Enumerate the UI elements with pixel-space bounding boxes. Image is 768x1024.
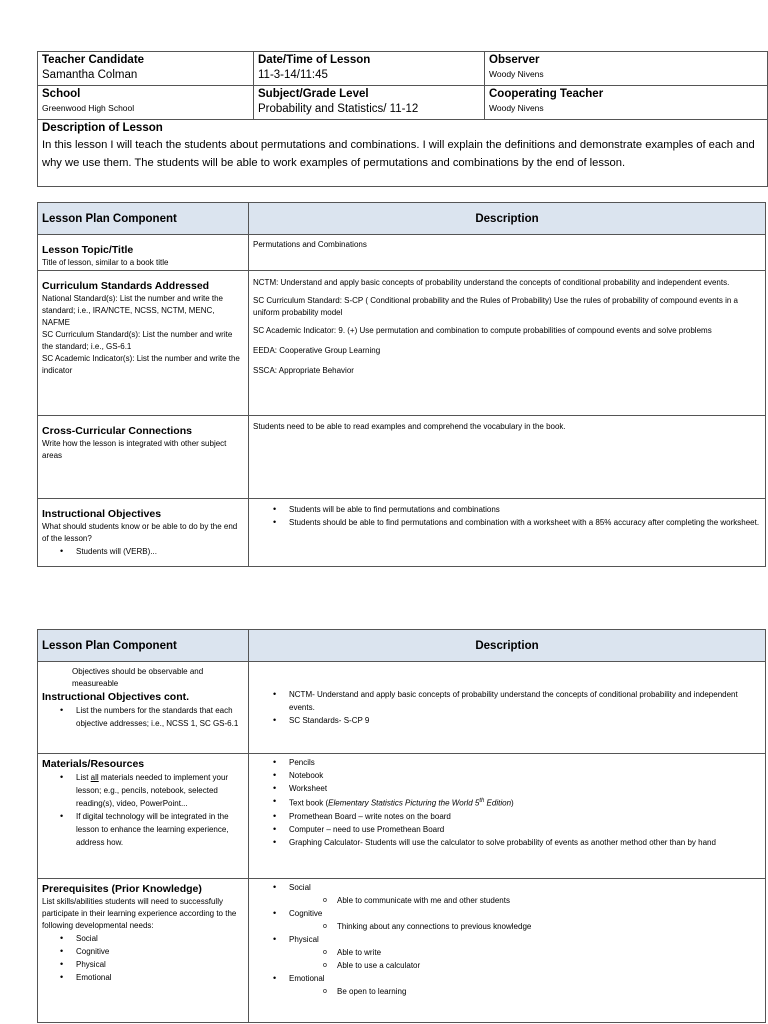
list-item: • Cognitive [42, 945, 244, 958]
topic-cell [38, 235, 249, 271]
eeda-standard: EEDA: Cooperative Group Learning [253, 346, 381, 355]
prerequisites-title: Prerequisites (Prior Knowledge) [42, 883, 202, 895]
list-item: o Able to write [289, 946, 761, 959]
cross-curricular-subtitle: Write how the lesson is integrated with other subject areas [42, 439, 227, 460]
materials-description-cell [249, 754, 766, 879]
list-item: • Text book (Elementary Statistics Picturing the World 5th Edition) [253, 795, 761, 810]
sc-academic-indicator: SC Academic Indicator: 9. (+) Use permutation and combination to compute probabilities of compound events and solve problems [253, 326, 712, 335]
observer-label: Observer [489, 54, 540, 66]
list-item: • NCTM- Understand and apply basic concepts of probability understand the concepts of conditional probability and independent events. [253, 688, 761, 714]
list-item: • SC Standards- S-CP 9 [253, 714, 761, 727]
lesson-description-cell [38, 120, 768, 187]
school-cell [38, 86, 254, 120]
table-row [38, 271, 766, 416]
subject-grade-label: Subject/Grade Level [258, 88, 369, 100]
list-item: o Able to communicate with me and other students [289, 894, 761, 907]
list-item: • Cognitive o Thinking about any connections to previous knowledge [253, 907, 761, 933]
cooperating-teacher-label: Cooperating Teacher [489, 88, 604, 100]
date-time-label: Date/Time of Lesson [258, 54, 371, 66]
objectives-observable-note: Objectives should be observable and measureable [72, 667, 204, 688]
objectives-subtitle: What should students know or be able to do by the end of the lesson? [42, 522, 238, 543]
table-row [38, 235, 766, 271]
cross-curricular-cell [38, 416, 249, 499]
component-header: Lesson Plan Component [38, 203, 249, 235]
list-item: • Promethean Board – write notes on the board [253, 810, 761, 823]
standards-cell [38, 271, 249, 416]
list-item: • Students will be able to find permutations and combinations [253, 503, 761, 516]
list-item: • Social [42, 932, 244, 945]
table-row [38, 754, 766, 879]
lesson-plan-table-2 [37, 629, 766, 1023]
ssca-standard: SSCA: Appropriate Behavior [253, 366, 354, 375]
list-item: • Students will (VERB)... [42, 545, 244, 558]
cross-curricular-description-cell [249, 416, 766, 499]
list-item: • Social o Able to communicate with me and other students [253, 881, 761, 907]
list-item: • Worksheet [253, 782, 761, 795]
standards-description-cell [249, 271, 766, 416]
school-label: School [42, 88, 81, 100]
lesson-info-table [37, 51, 768, 187]
cooperating-teacher-value: Woody Nivens [489, 103, 544, 113]
prerequisites-cell [38, 879, 249, 1023]
standards-title: Curriculum Standards Addressed [42, 280, 210, 292]
table-header-row [38, 630, 766, 662]
objectives-cont-cell [38, 662, 249, 754]
table-row [38, 416, 766, 499]
list-item: o Be open to learning [289, 985, 761, 998]
list-item: • Computer – need to use Promethean Board [253, 823, 761, 836]
list-item: • Notebook [253, 769, 761, 782]
topic-title: Lesson Topic/Title [42, 244, 134, 256]
table-row [38, 879, 766, 1023]
teacher-candidate-label: Teacher Candidate [42, 54, 145, 66]
subject-grade-cell [254, 86, 485, 120]
lesson-plan-table-1 [37, 202, 766, 567]
cooperating-teacher-cell [485, 86, 768, 120]
list-item: • Graphing Calculator- Students will use the calculator to solve probability of events as another method other than by hand [253, 836, 761, 849]
table-row [38, 499, 766, 567]
lesson-description-text: In this lesson I will teach the students about permutations and combinations. I will explain the definitions and demonstrate examples of each and why we use them. The students will be able to work examples of permutations and combinations by the end of lesson. [42, 139, 755, 169]
objectives-description-cell [249, 499, 766, 567]
materials-cell [38, 754, 249, 879]
sc-academic-instruction: SC Academic Indicator(s): List the number and write the indicator [42, 354, 240, 375]
objectives-cell [38, 499, 249, 567]
objectives-cont-description-cell [249, 662, 766, 754]
table-row [38, 662, 766, 754]
objectives-title: Instructional Objectives [42, 508, 162, 520]
sc-curriculum-standard: SC Curriculum Standard: S-CP ( Conditional probability and the Rules of Probability) Use the rules of probability of compound events in a uniform probability model [253, 296, 738, 317]
list-item: • Physical o Able to write o Able to use a calculator [253, 933, 761, 972]
objectives-cont-title: Instructional Objectives cont. [42, 691, 190, 703]
table-header-row [38, 203, 766, 235]
school-value: Greenwood High School [42, 103, 135, 113]
date-time-cell [254, 52, 485, 86]
cross-curricular-description: Students need to be able to read examples and comprehend the vocabulary in the book. [253, 422, 566, 431]
national-standard-instruction: National Standard(s): List the number and write the standard; i.e., IRA/NCTE, NCSS, NCTM, MENC, NAFME [42, 294, 223, 327]
nctm-standard: NCTM: Understand and apply basic concepts of probability understand the concepts of conditional probability and independent events. [253, 278, 730, 287]
list-item: • Students should be able to find permutations and combination with a worksheet with a 85% accuracy after completing the worksheet. [253, 516, 761, 529]
date-time-value: 11-3-14/11:45 [258, 69, 328, 81]
observer-value: Woody Nivens [489, 69, 544, 79]
topic-description-cell [249, 235, 766, 271]
list-item: • Emotional o Be open to learning [253, 972, 761, 998]
cross-curricular-title: Cross-Curricular Connections [42, 425, 192, 437]
component-header: Lesson Plan Component [38, 630, 249, 662]
topic-description: Permutations and Combinations [253, 240, 367, 249]
list-item: • List the numbers for the standards that each objective addresses; i.e., NCSS 1, SC GS-6.1 [42, 704, 244, 730]
description-header: Description [249, 203, 766, 235]
lesson-description-label: Description of Lesson [42, 122, 163, 134]
sc-curriculum-instruction: SC Curriculum Standard(s): List the number and write the standard; i.e., GS-6.1 [42, 330, 233, 351]
list-item: • Physical [42, 958, 244, 971]
topic-subtitle: Title of lesson, similar to a book title [42, 258, 169, 267]
prerequisites-description-cell [249, 879, 766, 1023]
prerequisites-subtitle: List skills/abilities students will need to successfully participate in their learning experience according to the following developmental needs: [42, 897, 237, 930]
description-header: Description [249, 630, 766, 662]
list-item: • Emotional [42, 971, 244, 984]
teacher-candidate-cell [38, 52, 254, 86]
observer-cell [485, 52, 768, 86]
list-item: • List all materials needed to implement your lesson; e.g., pencils, notebook, selected reading(s), video, PowerPoint... [42, 771, 244, 810]
subject-grade-value: Probability and Statistics/ 11-12 [258, 103, 419, 115]
list-item: o Thinking about any connections to previous knowledge [289, 920, 761, 933]
teacher-candidate-value: Samantha Colman [42, 69, 138, 81]
list-item: o Able to use a calculator [289, 959, 761, 972]
list-item: • If digital technology will be integrated in the lesson to enhance the learning experience, address how. [42, 810, 244, 849]
list-item: • Pencils [253, 756, 761, 769]
materials-title: Materials/Resources [42, 758, 145, 770]
